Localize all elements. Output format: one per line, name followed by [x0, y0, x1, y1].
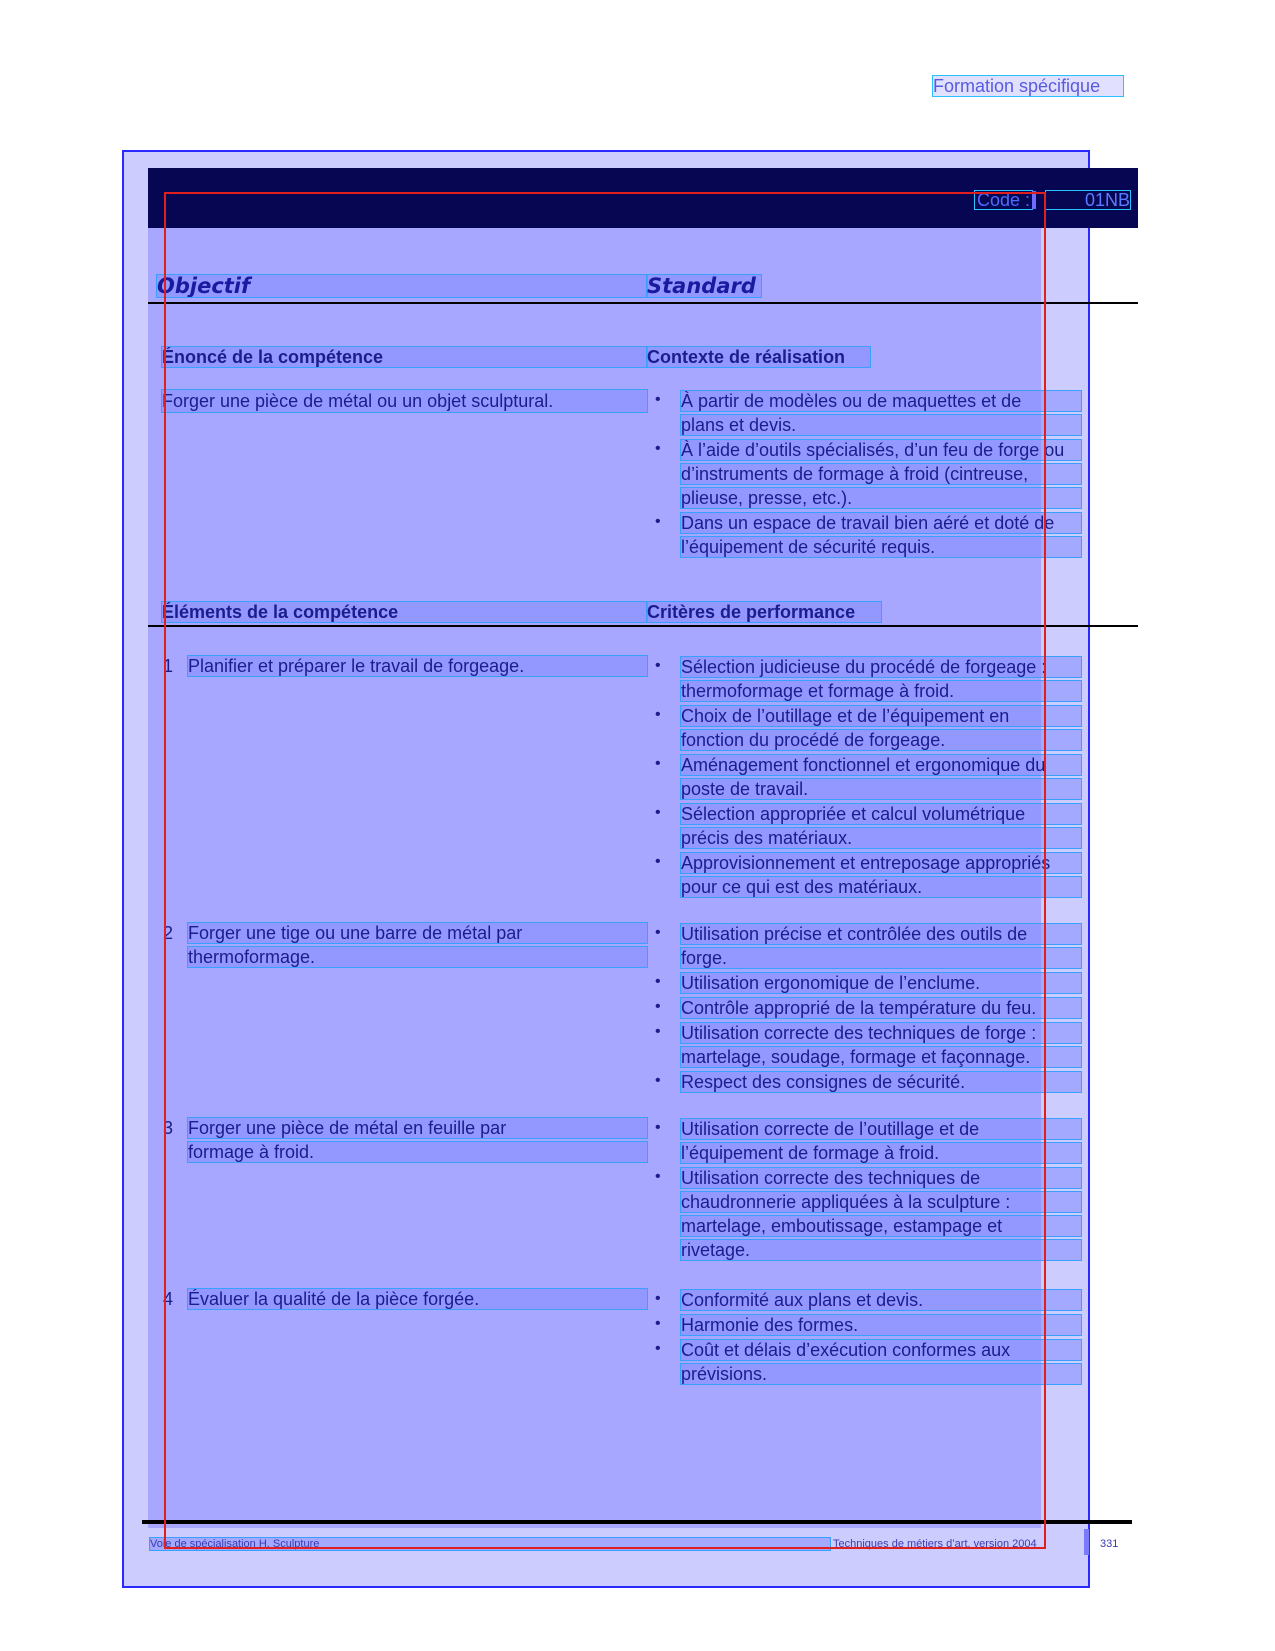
- criterion-line: Utilisation précise et contrôlée des outils de: [681, 924, 1081, 944]
- criterion-line: Sélection judicieuse du procédé de forgeage :: [681, 657, 1081, 677]
- criterion-line: Harmonie des formes.: [681, 1315, 1081, 1335]
- criterion-line: chaudronnerie appliquées à la sculpture :: [681, 1192, 1081, 1212]
- criterion-line: Utilisation ergonomique de l’enclume.: [681, 973, 1081, 993]
- heading-contexte: Contexte de réalisation: [647, 347, 870, 367]
- context-line: À l’aide d’outils spécialisés, d’un feu de forge ou: [681, 440, 1081, 460]
- bullet-icon: •: [655, 804, 661, 821]
- criterion-line: pour ce qui est des matériaux.: [681, 877, 1081, 897]
- element-number: 3: [163, 1118, 174, 1138]
- code-separator: [1032, 191, 1036, 209]
- criterion-line: prévisions.: [681, 1364, 1081, 1384]
- criterion-line: forge.: [681, 948, 1081, 968]
- element-text: Forger une tige ou une barre de métal par: [188, 923, 647, 943]
- bullet-icon: •: [655, 1168, 661, 1185]
- criterion-line: Approvisionnement et entreposage appropriés: [681, 853, 1081, 873]
- context-line: À partir de modèles ou de maquettes et de: [681, 391, 1081, 411]
- bullet-icon: •: [655, 755, 661, 772]
- criterion-line: martelage, emboutissage, estampage et: [681, 1216, 1081, 1236]
- criterion-line: Coût et délais d’exécution conformes aux: [681, 1340, 1081, 1360]
- page-header: Formation spécifique: [933, 76, 1123, 96]
- column-title-standard: Standard: [647, 275, 761, 297]
- element-number: 1: [163, 656, 174, 676]
- divider: [148, 302, 1138, 304]
- competence-statement: Forger une pièce de métal ou un objet sculptural.: [162, 390, 647, 412]
- bullet-icon: •: [655, 1119, 661, 1136]
- bullet-icon: •: [655, 924, 661, 941]
- criterion-line: Contrôle approprié de la température du feu.: [681, 998, 1081, 1018]
- footer-left: Voie de spécialisation H, Sculpture: [150, 1538, 830, 1550]
- bullet-icon: •: [655, 657, 661, 674]
- bullet-icon: •: [655, 513, 661, 530]
- criterion-line: Aménagement fonctionnel et ergonomique du: [681, 755, 1081, 775]
- bullet-icon: •: [655, 998, 661, 1015]
- criterion-line: martelage, soudage, formage et façonnage.: [681, 1047, 1081, 1067]
- criterion-line: Conformité aux plans et devis.: [681, 1290, 1081, 1310]
- column-title-objectif: Objectif: [157, 275, 647, 297]
- bullet-icon: •: [655, 1340, 661, 1357]
- element-text: formage à froid.: [188, 1142, 647, 1162]
- heading-enonce: Énoncé de la compétence: [162, 347, 647, 367]
- element-text: thermoformage.: [188, 947, 647, 967]
- criterion-line: Utilisation correcte de l’outillage et de: [681, 1119, 1081, 1139]
- bullet-icon: •: [655, 1072, 661, 1089]
- bullet-icon: •: [655, 706, 661, 723]
- code-value: 01NB: [1046, 191, 1130, 209]
- bullet-icon: •: [655, 853, 661, 870]
- element-text: Évaluer la qualité de la pièce forgée.: [188, 1289, 647, 1309]
- criterion-line: Utilisation correcte des techniques de forge :: [681, 1023, 1081, 1043]
- bullet-icon: •: [655, 440, 661, 457]
- element-number: 4: [163, 1289, 174, 1309]
- context-line: d’instruments de formage à froid (cintreuse,: [681, 464, 1081, 484]
- element-text: Forger une pièce de métal en feuille par: [188, 1118, 647, 1138]
- element-text: Planifier et préparer le travail de forgeage.: [188, 656, 647, 676]
- context-line: plieuse, presse, etc.).: [681, 488, 1081, 508]
- criterion-line: rivetage.: [681, 1240, 1081, 1260]
- context-line: plans et devis.: [681, 415, 1081, 435]
- criterion-line: Respect des consignes de sécurité.: [681, 1072, 1081, 1092]
- footer-rule: [142, 1520, 1132, 1524]
- heading-elements: Éléments de la compétence: [162, 602, 647, 622]
- criterion-line: précis des matériaux.: [681, 828, 1081, 848]
- bullet-icon: •: [655, 1023, 661, 1040]
- element-number: 2: [163, 923, 174, 943]
- heading-criteres: Critères de performance: [647, 602, 881, 622]
- criterion-line: Choix de l’outillage et de l’équipement en: [681, 706, 1081, 726]
- criterion-line: fonction du procédé de forgeage.: [681, 730, 1081, 750]
- criterion-line: thermoformage et formage à froid.: [681, 681, 1081, 701]
- footer-right: Techniques de métiers d’art, version 2004: [833, 1538, 1037, 1550]
- code-label: Code :: [977, 190, 1031, 210]
- criterion-line: Sélection appropriée et calcul volumétrique: [681, 804, 1081, 824]
- criterion-line: l’équipement de formage à froid.: [681, 1143, 1081, 1163]
- page-number: 331: [1100, 1538, 1119, 1550]
- bullet-icon: •: [655, 973, 661, 990]
- bullet-icon: •: [655, 391, 661, 408]
- context-line: l’équipement de sécurité requis.: [681, 537, 1081, 557]
- bullet-icon: •: [655, 1315, 661, 1332]
- context-line: Dans un espace de travail bien aéré et doté de: [681, 513, 1081, 533]
- bullet-icon: •: [655, 1290, 661, 1307]
- divider: [148, 625, 1138, 627]
- criterion-line: poste de travail.: [681, 779, 1081, 799]
- footer-separator: [1084, 1529, 1089, 1555]
- criterion-line: Utilisation correcte des techniques de: [681, 1168, 1081, 1188]
